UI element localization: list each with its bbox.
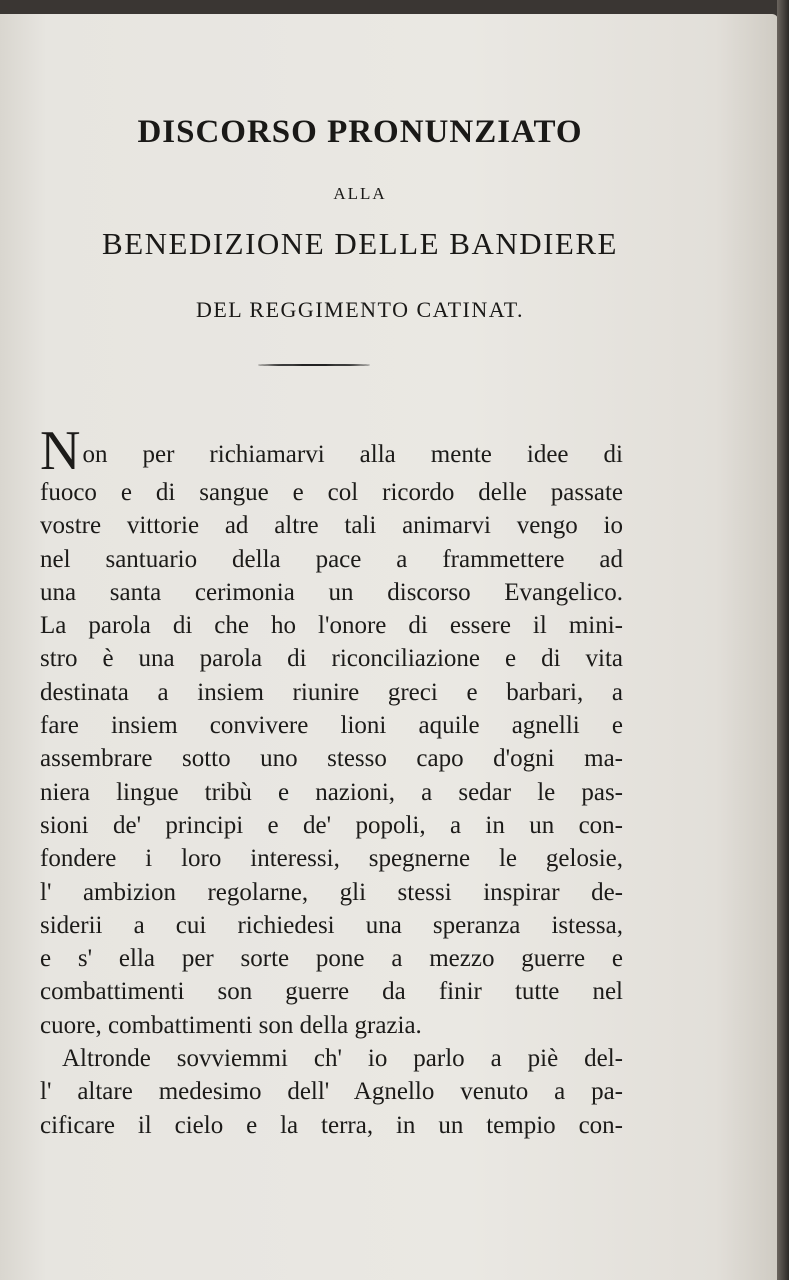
text-line: vostre vittorie ad altre tali animarvi vengo io — [40, 512, 623, 540]
text-line: fuoco e di sangue e col ricordo delle passate — [40, 479, 623, 506]
text-line: nel santuario della pace a frammettere ad — [40, 545, 623, 573]
ornamental-rule — [258, 364, 370, 366]
text-line: assembrare sotto uno stesso capo d'ogni ma- — [40, 745, 623, 773]
text-line: l' ambizion regolarne, gli stessi inspirar de- — [40, 878, 623, 906]
regiment-line: DEL REGGIMENTO CATINAT. — [195, 297, 524, 322]
text-line: sioni de' principi e de' popoli, a in un con- — [40, 811, 623, 839]
text-line: una santa cerimonia un discorso Evangelico. — [40, 578, 623, 606]
text-line: l' altare medesimo dell' Agnello venuto a pa- — [40, 1078, 623, 1106]
paragraph-1 — [40, 420, 623, 1042]
text-line: e s' ella per sorte pone a mezzo guerre e — [40, 945, 623, 973]
text-line: siderii a cui richiedesi una speranza istessa, — [40, 911, 623, 939]
page-subtitle: BENEDIZIONE DELLE BANDIERE — [102, 226, 618, 261]
text-line: cificare il cielo e la terra, in un tempio con- — [40, 1111, 623, 1139]
text-line: Altronde sovviemmi ch' io parlo a piè del- — [62, 1045, 623, 1073]
text-line: stro è una parola di riconciliazione e di vita — [40, 645, 623, 673]
body-text — [40, 420, 623, 1142]
book-page — [0, 14, 778, 1280]
book-edge — [777, 0, 789, 1280]
text-line: fare insiem convivere lioni aquile agnelli e — [40, 712, 623, 740]
drop-cap: N — [40, 420, 81, 482]
text-line: cuore, combattimenti son della grazia. — [40, 1011, 422, 1039]
text-line: La parola di che ho l'onore di essere il mini- — [40, 612, 623, 640]
title-connector: ALLA — [333, 184, 387, 203]
page-title: DISCORSO PRONUNZIATO — [137, 114, 583, 150]
paragraph-2 — [40, 1042, 623, 1142]
text-line: destinata a insiem riunire greci e barbari, a — [40, 678, 623, 706]
text-line: niera lingue tribù e nazioni, a sedar le pas- — [40, 778, 623, 806]
text-line: on per richiamarvi alla mente idee di — [82, 441, 623, 468]
text-line: fondere i loro interessi, spegnerne le gelosie, — [40, 845, 623, 873]
text-line: combattimenti son guerre da finir tutte nel — [40, 978, 623, 1006]
